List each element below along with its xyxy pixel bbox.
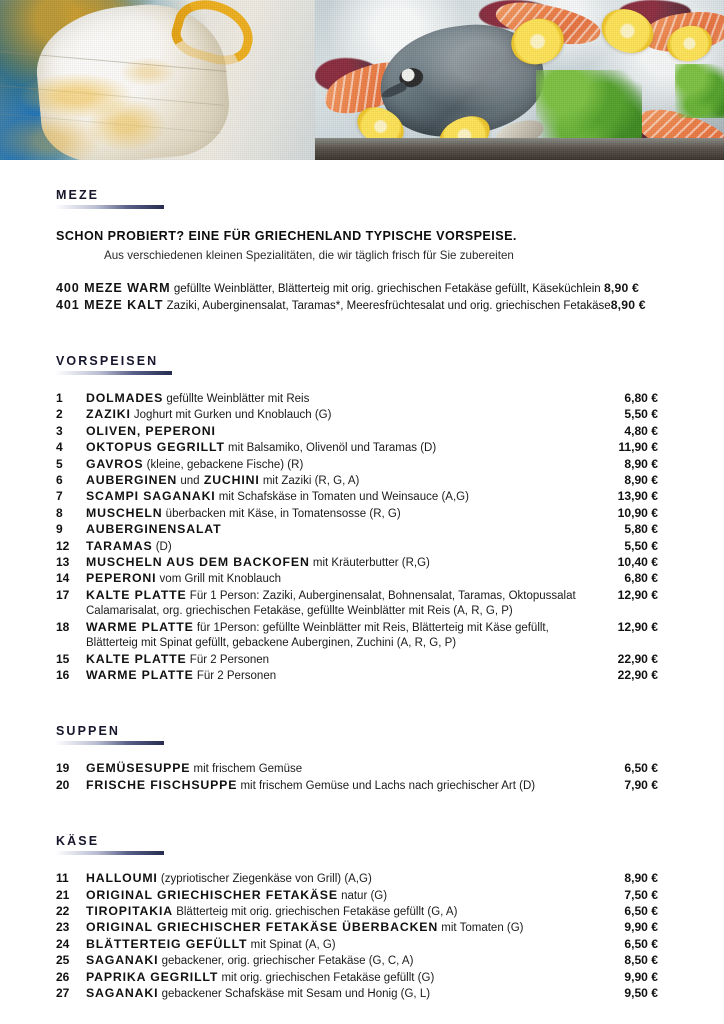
item-description: mit orig. griechischen Fetakäse gefüllt (G) (218, 971, 435, 984)
header-photo-band (0, 0, 724, 160)
menu-item-row (56, 407, 658, 423)
fish-mouth (381, 81, 408, 100)
item-name: TIROPITAKIA (86, 903, 173, 918)
item-body (86, 457, 594, 473)
item-name: AUBERGINENSALAT (86, 522, 222, 537)
section-title-meze: MEZE (56, 188, 100, 202)
meze-code: 401 MEZE KALT (56, 298, 164, 312)
item-body (86, 407, 594, 423)
item-price: 10,90 € (617, 505, 658, 520)
item-number: 14 (56, 571, 70, 586)
item-body (86, 391, 594, 407)
meze-row (56, 280, 658, 297)
item-price: 5,50 € (624, 407, 658, 422)
item-price: 8,90 € (624, 871, 658, 886)
item-number: 25 (56, 953, 70, 968)
item-number: 24 (56, 936, 70, 951)
item-body (86, 440, 594, 456)
menu-item-row (56, 888, 658, 904)
item-description-continued: Calamarisalat, org. griechischen Fetakäse, gefüllte Weinblätter mit Reis (A, R, G, P) (86, 605, 513, 618)
menu-item-row (56, 953, 658, 969)
item-number: 17 (56, 587, 70, 602)
item-name: SCAMPI SAGANAKI (86, 489, 216, 504)
item-name: WARME PLATTE (86, 667, 194, 682)
item-price: 12,90 € (617, 587, 658, 602)
item-name: SAGANAKI (86, 953, 159, 968)
item-description: und (177, 475, 200, 488)
item-description: Für 2 Personen (193, 669, 277, 682)
menu-item-row (56, 986, 658, 1002)
item-name: DOLMADES (86, 391, 164, 405)
item-name: OLIVEN, PEPERONI (86, 423, 216, 438)
item-name: KALTE PLATTE (86, 651, 187, 666)
item-number: 19 (56, 761, 70, 776)
menu-item-row (56, 522, 658, 538)
item-name: OKTOPUS GEGRILLT (86, 440, 225, 455)
menu-item-row (56, 457, 658, 473)
menu-item-row (56, 620, 658, 652)
menu-item-row (56, 440, 658, 456)
menu-item-row (56, 761, 658, 777)
meze-subtagline: Aus verschiedenen kleinen Spezialitäten, die wir täglich frisch für Sie zubereiten (104, 249, 514, 262)
vorspeisen-item-table (56, 391, 658, 684)
item-body (86, 473, 594, 489)
item-description: gebackener Schafskäse mit Sesam und Honig (G, L) (158, 987, 431, 1000)
display-tray-edge (315, 138, 724, 160)
item-name: BLÄTTERTEIG GEFÜLLT (86, 936, 248, 951)
photo-fish-on-ice (315, 0, 724, 160)
item-body (86, 571, 594, 587)
item-description-secondary: mit Zaziki (R, G, A) (259, 475, 360, 488)
section-title-kaese: KÄSE (56, 834, 100, 849)
menu-item-row (56, 970, 658, 986)
item-body (86, 652, 594, 668)
item-price: 9,90 € (624, 969, 658, 984)
item-body (86, 970, 594, 986)
item-name: ORIGINAL GRIECHISCHER FETAKÄSE (86, 887, 338, 902)
jug-paint-drips (0, 0, 315, 160)
item-price: 8,50 € (624, 953, 658, 968)
item-number: 7 (56, 489, 63, 504)
item-name-secondary: ZUCHINI (199, 473, 260, 488)
menu-item-row (56, 871, 658, 887)
meze-code: 400 MEZE WARM (56, 281, 171, 295)
section-vorspeisen (0, 352, 724, 684)
meze-row (56, 297, 658, 314)
suppen-item-table (56, 761, 658, 794)
item-price: 5,80 € (624, 522, 658, 537)
item-name: ZAZIKI (86, 407, 131, 422)
item-description: Blätterteig mit orig. griechischen Fetakäse gefüllt (G, A) (173, 905, 458, 918)
item-body (86, 588, 594, 620)
fish-scene-backdrop (315, 0, 724, 160)
menu-item-row (56, 489, 658, 505)
item-number: 16 (56, 667, 70, 682)
item-number: 18 (56, 619, 70, 634)
item-number: 9 (56, 522, 63, 537)
meze-description: Zaziki, Auberginensalat, Taramas*, Meeresfrüchtesalat und orig. griechischen Fetakäse (166, 300, 611, 312)
item-number: 8 (56, 505, 63, 520)
item-name: SAGANAKI (86, 985, 159, 1000)
menu-item-row (56, 391, 658, 407)
item-number: 6 (56, 473, 63, 488)
item-description: Für 2 Personen (186, 653, 270, 666)
menu-item-row (56, 571, 658, 587)
item-number: 5 (56, 456, 63, 471)
menu-item-row (56, 588, 658, 620)
item-name: MUSCHELN (86, 505, 163, 520)
menu-item-row (56, 668, 658, 684)
item-description: Für 1 Person: Zaziki, Auberginensalat, Bohnensalat, Taramas, Oktopussalat (186, 589, 576, 602)
item-price: 7,90 € (624, 777, 658, 792)
item-price: 7,50 € (624, 887, 658, 902)
item-price: 9,90 € (624, 920, 658, 935)
menu-item-row (56, 424, 658, 440)
item-price: 6,50 € (624, 761, 658, 776)
item-body (86, 555, 594, 571)
item-body (86, 489, 594, 505)
menu-item-row (56, 920, 658, 936)
meze-price: 8,90 € (603, 281, 640, 295)
item-price: 6,50 € (624, 903, 658, 918)
item-name: PEPERONI (86, 571, 157, 586)
item-description: (zypriotischer Ziegenkäse von Grill) (A,G) (157, 873, 372, 886)
item-number: 11 (56, 871, 69, 886)
item-description: gebackener, orig. griechischer Fetakäse (G, C, A) (158, 955, 414, 968)
item-number: 22 (56, 903, 70, 918)
item-body (86, 668, 594, 684)
spacer (0, 314, 724, 352)
spacer (0, 160, 724, 186)
item-number: 4 (56, 440, 63, 455)
item-number: 2 (56, 407, 63, 422)
item-price: 13,90 € (617, 489, 658, 504)
item-body (86, 904, 594, 920)
item-body (86, 953, 594, 969)
item-description: mit Kräuterbutter (R,G) (309, 557, 430, 570)
section-suppen (0, 722, 724, 794)
item-description: überbacken mit Käse, in Tomatensosse (R, G) (162, 507, 401, 520)
section-title-suppen: SUPPEN (56, 724, 121, 739)
item-price: 8,90 € (624, 473, 658, 488)
meze-item-list (56, 280, 658, 314)
item-description: mit frischem Gemüse und Lachs nach griechischer Art (D) (237, 779, 536, 792)
section-title-vorspeisen: VORSPEISEN (56, 354, 159, 368)
parsley-garnish (536, 70, 642, 147)
item-price: 22,90 € (617, 651, 658, 666)
item-body (86, 986, 594, 1002)
item-body (86, 920, 594, 936)
item-price: 5,50 € (624, 538, 658, 553)
parsley-garnish (675, 64, 724, 118)
item-body (86, 620, 594, 652)
item-name: MUSCHELN AUS DEM BACKOFEN (86, 555, 310, 570)
item-body (86, 539, 594, 555)
menu-content (0, 160, 724, 1002)
item-price: 6,80 € (624, 571, 658, 586)
spacer (0, 684, 724, 722)
item-description: (D) (152, 540, 172, 553)
item-name: PAPRIKA GEGRILLT (86, 969, 219, 984)
jug-scene-backdrop (0, 0, 315, 160)
item-body (86, 522, 594, 538)
meze-tagline: SCHON PROBIERT? EINE FÜR GRIECHENLAND TYPISCHE VORSPEISE. (56, 229, 517, 243)
item-name: AUBERGINEN (86, 473, 178, 488)
item-body (86, 424, 594, 440)
item-body (86, 506, 594, 522)
menu-item-row (56, 652, 658, 668)
item-description: gefüllte Weinblätter mit Reis (163, 393, 310, 405)
item-price: 6,80 € (624, 391, 658, 405)
item-number: 15 (56, 651, 70, 666)
item-description: mit Balsamiko, Olivenöl und Taramas (D) (224, 442, 437, 455)
item-number: 12 (56, 538, 70, 553)
item-name: KALTE PLATTE (86, 587, 187, 602)
item-price: 10,40 € (617, 555, 658, 570)
item-description: mit Tomaten (G) (438, 922, 524, 935)
menu-item-row (56, 506, 658, 522)
menu-item-row (56, 904, 658, 920)
item-description: Joghurt mit Gurken und Knoblauch (G) (130, 409, 332, 422)
item-price: 4,80 € (624, 423, 658, 438)
spacer (0, 794, 724, 832)
item-body (86, 937, 594, 953)
item-number: 1 (56, 391, 63, 405)
item-number: 23 (56, 920, 70, 935)
meze-price: 8,90 € (610, 298, 646, 312)
item-name: FRISCHE FISCHSUPPE (86, 777, 238, 792)
item-description: mit Spinat (A, G) (247, 938, 336, 951)
item-number: 27 (56, 985, 70, 1000)
section-meze (0, 186, 724, 314)
item-body (86, 761, 594, 777)
section-kaese (0, 832, 724, 1002)
item-body (86, 888, 594, 904)
item-name: TARAMAS (86, 538, 153, 553)
item-description: vom Grill mit Knoblauch (156, 573, 281, 586)
item-number: 3 (56, 423, 63, 438)
item-number: 20 (56, 777, 70, 792)
item-number: 13 (56, 555, 70, 570)
menu-item-row (56, 473, 658, 489)
item-description: mit Schafskäse in Tomaten und Weinsauce (A,G) (215, 491, 469, 504)
menu-item-row (56, 539, 658, 555)
item-description-continued: Blätterteig mit Spinat gefüllt, gebackene Auberginen, Zuchini (A, R, G, P) (86, 637, 457, 650)
item-price: 22,90 € (617, 667, 658, 682)
item-name: GAVROS (86, 456, 144, 471)
item-number: 26 (56, 969, 70, 984)
item-price: 11,90 € (618, 440, 658, 455)
item-name: WARME PLATTE (86, 619, 194, 634)
item-description: mit frischem Gemüse (190, 763, 303, 776)
item-description: natur (G) (337, 889, 388, 902)
kaese-item-table (56, 871, 658, 1002)
item-price: 12,90 € (617, 619, 658, 634)
photo-ceramic-jug (0, 0, 315, 160)
menu-item-row (56, 778, 658, 794)
menu-item-row (56, 937, 658, 953)
item-body (86, 871, 594, 887)
item-price: 9,50 € (624, 985, 658, 1000)
item-name: GEMÜSESUPPE (86, 761, 191, 776)
item-body (86, 778, 594, 794)
meze-description: gefüllte Weinblätter, Blätterteig mit orig. griechischen Fetakäse gefüllt, Käseküchlein (173, 283, 601, 295)
item-name: HALLOUMI (86, 871, 158, 886)
item-description: (kleine, gebackene Fische) (R) (143, 458, 304, 471)
item-number: 21 (56, 887, 70, 902)
item-name: ORIGINAL GRIECHISCHER FETAKÄSE ÜBERBACKEN (86, 920, 439, 935)
item-description: für 1Person: gefüllte Weinblätter mit Reis, Blätterteig mit Käse gefüllt, (193, 621, 549, 634)
menu-item-row (56, 555, 658, 571)
item-price: 6,50 € (624, 936, 658, 951)
item-price: 8,90 € (624, 456, 658, 471)
